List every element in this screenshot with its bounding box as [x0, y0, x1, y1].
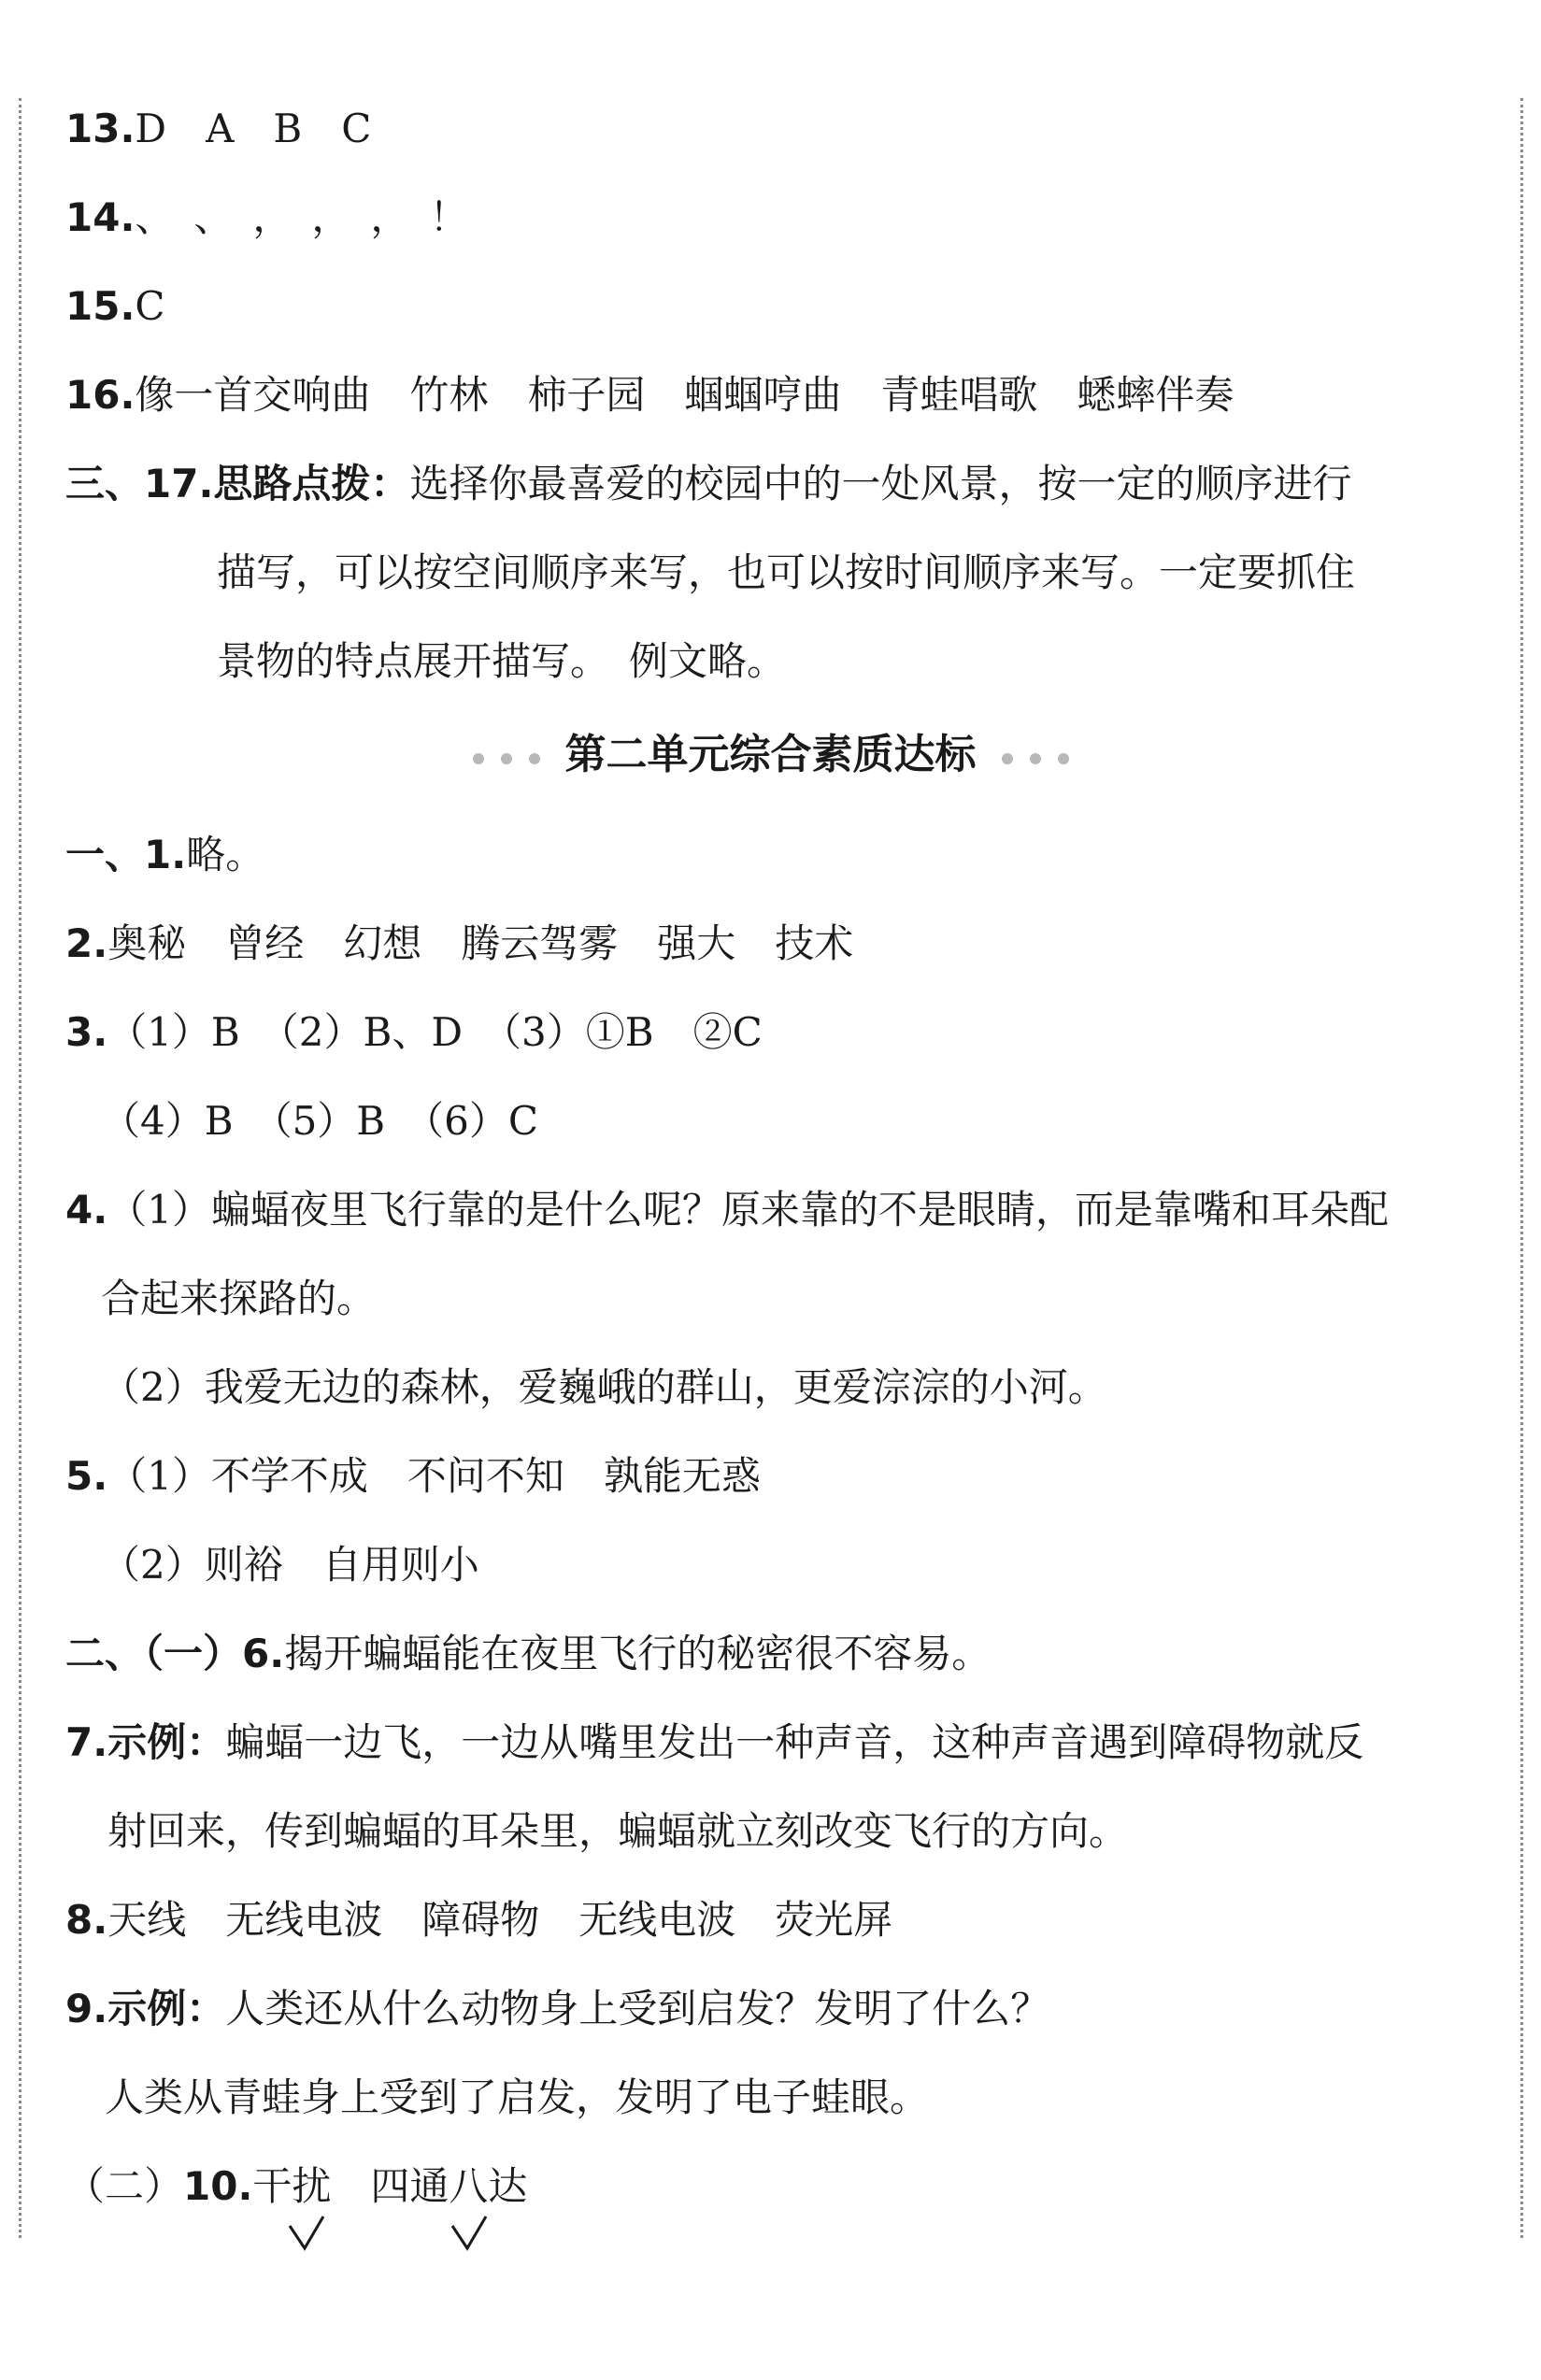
- answer-line: 描写，可以按空间顺序来写，也可以按时间顺序来写。一定要抓住: [217, 549, 1356, 595]
- answer-line: 4.（1）蝙蝠夜里飞行靠的是什么呢？原来靠的不是眼睛，而是靠嘴和耳朵配: [65, 1187, 1389, 1233]
- answer-line: 二、（一）6.揭开蝙蝠能在夜里飞行的秘密很不容易。: [65, 1631, 992, 1676]
- answer-line: （2）则裕 自用则小: [101, 1542, 479, 1588]
- answer-line: 射回来，传到蝙蝠的耳朵里，蝙蝠就立刻改变飞行的方向。: [107, 1808, 1129, 1854]
- check-mark-icon: [449, 2213, 490, 2254]
- answer-line: 9.示例：人类还从什么动物身上受到启发？发明了什么？: [65, 1986, 1050, 2031]
- answer-line: 7.示例：蝙蝠一边飞，一边从嘴里发出一种声音，这种声音遇到障碍物就反: [65, 1719, 1364, 1765]
- dots-decoration: [464, 729, 549, 785]
- answer-line: 16.像一首交响曲 竹林 柿子园 蝈蝈哼曲 青蛙唱歌 蟋蟀伴奏: [65, 372, 1234, 418]
- answer-line: 人类从青蛙身上受到了启发，发明了电子蛙眼。: [105, 2074, 930, 2120]
- section-title: 第二单元综合素质达标: [0, 727, 1541, 785]
- answer-line: 2.奥秘 曾经 幻想 腾云驾雾 强大 技术: [65, 920, 854, 966]
- answer-line: 14.、 、 ， ， ， ！: [65, 194, 469, 240]
- answer-line: 15.C: [65, 283, 165, 329]
- answer-line: 8.天线 无线电波 障碍物 无线电波 荧光屏: [65, 1897, 893, 1943]
- answer-line: 13.D A B C: [65, 106, 372, 151]
- dots-decoration: [993, 729, 1077, 785]
- answer-line: （二）10.干扰 四通八达: [65, 2163, 528, 2209]
- answer-line: （4）B （5）B （6）C: [101, 1098, 539, 1144]
- answer-line: 三、17.思路点拨：选择你最喜爱的校园中的一处风景，按一定的顺序进行: [65, 461, 1352, 506]
- answer-line: 5.（1）不学不成 不问不知 孰能无惑: [65, 1453, 761, 1499]
- right-dotted-margin: [1520, 98, 1523, 2238]
- check-mark-icon: [286, 2213, 327, 2254]
- answer-line: 景物的特点展开描写。 例文略。: [217, 638, 787, 684]
- answer-line: 3.（1）B （2）B、D （3）①B ②C: [65, 1009, 763, 1055]
- answer-line: 一、1.略。: [65, 832, 265, 877]
- left-dotted-margin: [19, 98, 21, 2238]
- answer-line: 合起来探路的。: [101, 1276, 377, 1321]
- answer-line: （2）我爱无边的森林，爱巍峨的群山，更爱淙淙的小河。: [101, 1364, 1107, 1410]
